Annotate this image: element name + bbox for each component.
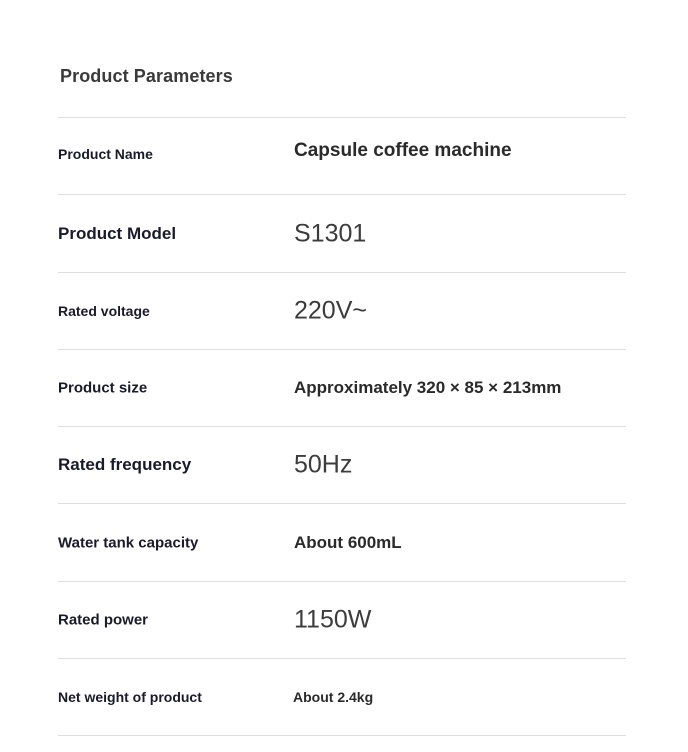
param-row-rated-voltage [58,272,626,349]
param-value: About 2.4kg [293,689,374,705]
param-label: Product size [58,379,148,397]
param-row-water-tank-capacity [58,503,626,581]
param-value: 220V~ [294,296,367,325]
param-value: About 600mL [294,532,402,552]
param-label: Product Name [58,146,153,162]
param-label: Rated frequency [58,455,192,474]
param-row-product-name [58,117,626,194]
parameters-table [58,117,626,736]
param-value: 1150W [294,605,372,634]
param-value: Approximately 320 × 85 × 213mm [294,378,562,397]
param-label: Water tank capacity [58,534,199,551]
param-label: Product Model [58,223,177,243]
param-label: Net weight of product [58,689,202,705]
param-row-product-model [58,194,626,272]
param-row-product-size [58,349,626,426]
param-value: 50Hz [294,450,353,479]
param-value: Capsule coffee machine [294,140,512,161]
param-value: S1301 [294,219,367,247]
param-row-rated-frequency [58,426,626,503]
param-row-net-weight [58,658,626,736]
param-label: Rated voltage [58,303,150,319]
param-label: Rated power [58,611,149,629]
page-title: Product Parameters [60,66,233,86]
param-row-rated-power [58,581,626,658]
